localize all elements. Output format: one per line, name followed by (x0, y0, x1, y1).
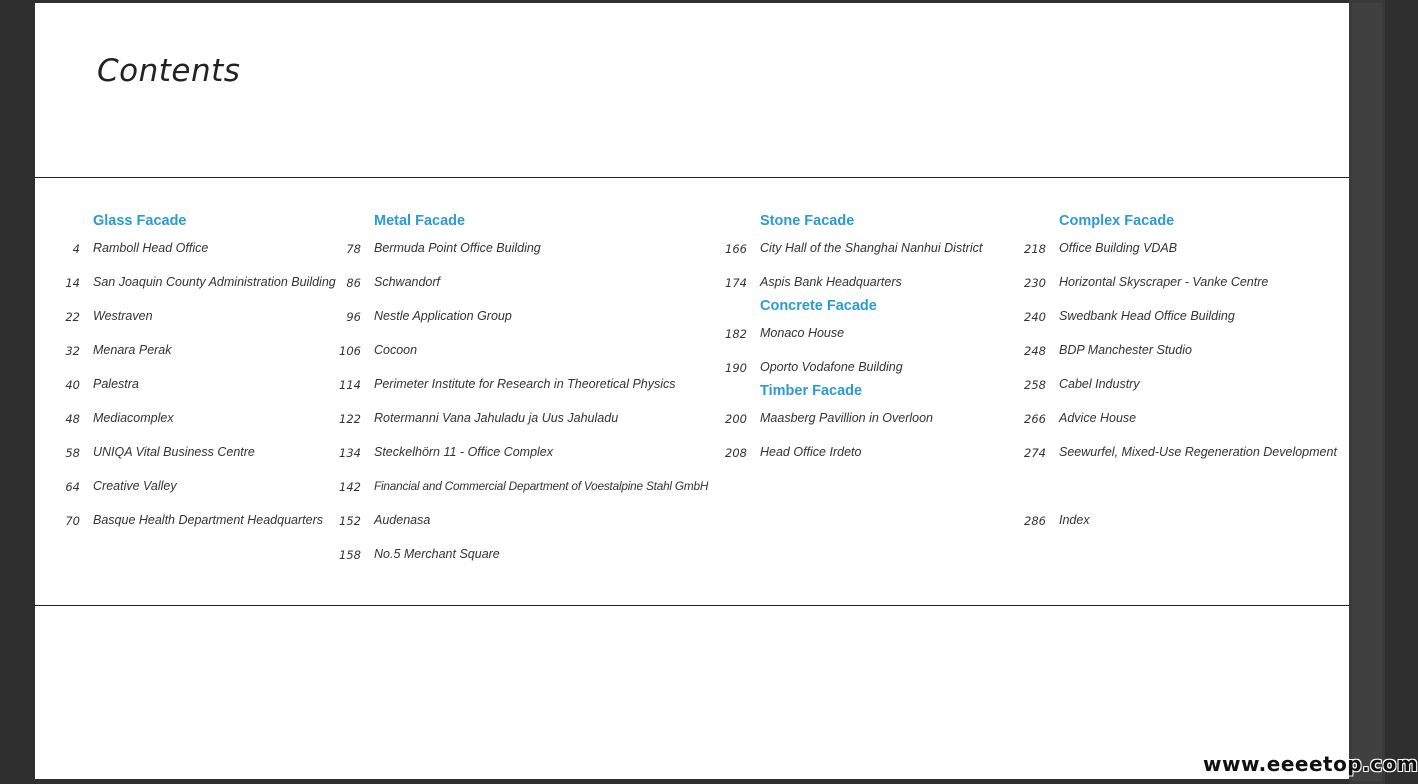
page-number: 152 (339, 514, 361, 528)
page-number: 230 (1024, 276, 1046, 290)
entry-title: Cabel Industry (1059, 377, 1140, 391)
page-number: 266 (1024, 412, 1046, 426)
page-number: 190 (725, 361, 747, 375)
entry-title: San Joaquin County Administration Building (93, 275, 336, 289)
section-heading: Complex Facade (1059, 213, 1175, 229)
section-heading: Glass Facade (93, 213, 187, 229)
page-number: 248 (1024, 344, 1046, 358)
entry-title: Seewurfel, Mixed-Use Regeneration Development (1059, 445, 1337, 459)
page-number: 48 (65, 412, 80, 426)
entry-title: No.5 Merchant Square (374, 547, 500, 561)
page-number: 182 (725, 327, 747, 341)
entry-title: Oporto Vodafone Building (760, 360, 903, 374)
entry-title: Aspis Bank Headquarters (760, 275, 902, 289)
page-number: 22 (65, 310, 80, 324)
page-number: 258 (1024, 378, 1046, 392)
entry-title: Head Office Irdeto (760, 445, 862, 459)
scrollbar-track[interactable] (1352, 3, 1382, 781)
entry-title: Palestra (93, 377, 139, 391)
page-number: 274 (1024, 446, 1046, 460)
section-heading: Stone Facade (760, 213, 855, 229)
page-number: 286 (1024, 514, 1046, 528)
page-number: 114 (339, 378, 361, 392)
page-number: 64 (65, 480, 80, 494)
page-number: 200 (725, 412, 747, 426)
page-number: 86 (346, 276, 361, 290)
watermark: www.eeeetop.com (1203, 752, 1418, 776)
page-number: 70 (65, 514, 80, 528)
entry-title: Index (1059, 513, 1090, 527)
entry-title: UNIQA Vital Business Centre (93, 445, 255, 459)
page-number: 96 (346, 310, 361, 324)
page-number: 122 (339, 412, 361, 426)
scrollbar[interactable] (1349, 0, 1385, 784)
entry-title: BDP Manchester Studio (1059, 343, 1192, 357)
entry-title: Advice House (1059, 411, 1137, 425)
entry-title: Monaco House (760, 326, 845, 340)
page-number: 32 (65, 344, 80, 358)
entry-title: Schwandorf (374, 275, 441, 289)
page-number: 218 (1024, 242, 1046, 256)
entry-title: Menara Perak (93, 343, 172, 357)
page-number: 174 (725, 276, 747, 290)
entry-title: Rotermanni Vana Jahuladu ja Uus Jahuladu (374, 411, 619, 425)
section-heading: Timber Facade (760, 383, 863, 399)
entry-title: Steckelhörn 11 - Office Complex (374, 445, 554, 459)
page-title: Contents (97, 53, 241, 89)
page-number: 166 (725, 242, 747, 256)
entry-title: Bermuda Point Office Building (374, 241, 541, 255)
bottom-divider (35, 605, 1349, 606)
entry-title: City Hall of the Shanghai Nanhui District (760, 241, 983, 255)
page-number: 40 (65, 378, 80, 392)
entry-title: Ramboll Head Office (93, 241, 209, 255)
page-number: 14 (65, 276, 80, 290)
page-number: 78 (346, 242, 361, 256)
page-number: 134 (339, 446, 361, 460)
section-heading: Metal Facade (374, 213, 466, 229)
entry-title: Maasberg Pavillion in Overloon (760, 411, 934, 425)
entry-title: Westraven (93, 309, 153, 323)
entry-title: Financial and Commercial Department of Voestalpine Stahl GmbH (374, 479, 709, 493)
entry-title: Nestle Application Group (374, 309, 512, 323)
top-divider (35, 177, 1349, 178)
page-number: 240 (1024, 310, 1046, 324)
section-heading: Concrete Facade (760, 298, 877, 314)
page-number: 208 (725, 446, 747, 460)
entry-title: Office Building VDAB (1059, 241, 1178, 255)
entry-title: Basque Health Department Headquarters (93, 513, 323, 527)
entry-title: Perimeter Institute for Research in Theoretical Physics (374, 377, 676, 391)
entry-title: Cocoon (374, 343, 418, 357)
page-number: 4 (72, 242, 80, 256)
page-number: 58 (65, 446, 80, 460)
entry-title: Audenasa (374, 513, 431, 527)
page-number: 142 (339, 480, 361, 494)
page-number: 158 (339, 548, 361, 562)
page-number: 106 (339, 344, 361, 358)
entry-title: Creative Valley (93, 479, 177, 493)
entry-title: Swedbank Head Office Building (1059, 309, 1235, 323)
entry-title: Horizontal Skyscraper - Vanke Centre (1059, 275, 1269, 289)
entry-title: Mediacomplex (93, 411, 174, 425)
document-page (35, 3, 1349, 779)
